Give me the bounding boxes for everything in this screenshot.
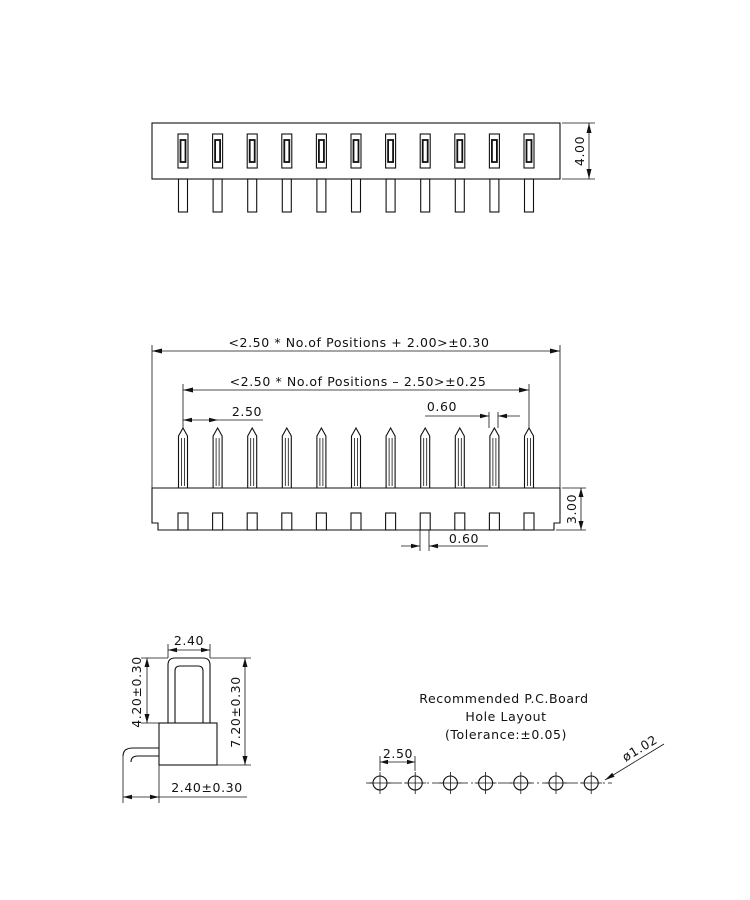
front-foot: [178, 513, 188, 530]
pcb-pitch-dimension: [380, 746, 415, 771]
top-view-pins: [179, 179, 534, 212]
top-pin: [213, 179, 222, 212]
pcb-hole-diameter-label: ø1.02: [619, 731, 661, 765]
top-view-cavities: [178, 134, 534, 168]
top-cavity-contact: [423, 140, 428, 162]
front-view-body: [152, 488, 560, 530]
top-cavity-contact: [250, 140, 255, 162]
front-foot: [282, 513, 292, 530]
pin-width-label: 0.60: [426, 399, 458, 414]
side-total-height-label: 7.20±0.30: [228, 676, 243, 748]
front-foot: [213, 513, 223, 530]
top-pin: [386, 179, 395, 212]
top-cavity-contact: [319, 140, 324, 162]
side-pin-height-label: 4.20±0.30: [129, 656, 144, 728]
side-view-pin-inner: [175, 666, 203, 723]
top-cavity-contact: [284, 140, 289, 162]
top-view: [152, 123, 595, 212]
top-cavity-contact: [388, 140, 393, 162]
top-cavity-contact: [354, 140, 359, 162]
front-pitch-label: 2.50: [231, 404, 263, 419]
top-pin: [282, 179, 291, 212]
front-pin: [352, 428, 361, 488]
front-foot: [386, 513, 396, 530]
top-view-height-label: 4.00: [572, 135, 587, 167]
top-view-height-dimension: [562, 123, 595, 179]
front-foot: [351, 513, 361, 530]
front-view-feet: [178, 513, 534, 530]
top-pin: [352, 179, 361, 212]
top-pin: [525, 179, 534, 212]
pcb-title-line3: (Tolerance:±0.05): [444, 727, 568, 742]
front-pin: [490, 428, 499, 488]
overall-length-label: <2.50 * No.of Positions + 2.00>±0.30: [228, 335, 490, 350]
side-view-body: [159, 723, 217, 765]
top-cavity-contact: [527, 140, 532, 162]
front-pin: [179, 428, 188, 488]
foot-width-dimension: [401, 530, 488, 551]
pitch-span-label: <2.50 * No.of Positions – 2.50>±0.25: [229, 374, 487, 389]
front-pin: [386, 428, 395, 488]
pin-width-dimension: [425, 399, 520, 428]
top-pin: [490, 179, 499, 212]
side-view-pin-outer: [168, 658, 210, 723]
side-total-height-dimension: [210, 658, 251, 765]
front-pin: [282, 428, 291, 488]
top-view-body: [152, 123, 560, 179]
top-pin: [248, 179, 257, 212]
front-foot: [524, 513, 534, 530]
front-pin: [248, 428, 257, 488]
front-pin: [525, 428, 534, 488]
front-pin: [455, 428, 464, 488]
top-cavity-contact: [181, 140, 186, 162]
front-view-pins: [179, 428, 534, 488]
front-pin: [421, 428, 430, 488]
front-pin: [317, 428, 326, 488]
foot-width-label: 0.60: [448, 531, 480, 546]
top-pin: [317, 179, 326, 212]
pcb-title-line2: Hole Layout: [465, 709, 547, 724]
front-foot: [489, 513, 499, 530]
front-foot: [455, 513, 465, 530]
front-pitch-dimension: [183, 404, 263, 422]
pcb-pitch-label: 2.50: [382, 746, 414, 761]
side-pin-width-dimension: [168, 633, 210, 658]
side-view-tail: [123, 748, 159, 756]
body-height-label: 3.00: [564, 493, 579, 525]
top-pin: [179, 179, 188, 212]
side-pin-height-dimension: [129, 656, 168, 728]
front-pin: [213, 428, 222, 488]
side-pin-width-label: 2.40: [173, 633, 205, 648]
side-view: [123, 633, 251, 803]
top-cavity-contact: [215, 140, 220, 162]
front-foot: [247, 513, 257, 530]
side-base-width-dimension: [123, 756, 247, 803]
pcb-hole-layout: [366, 691, 664, 794]
top-pin: [455, 179, 464, 212]
front-foot: [316, 513, 326, 530]
pcb-hole-diameter-callout: [605, 732, 664, 780]
top-cavity-contact: [457, 140, 462, 162]
front-view: [152, 335, 586, 551]
pcb-title-line1: Recommended P.C.Board: [419, 691, 589, 706]
top-pin: [421, 179, 430, 212]
front-foot: [420, 513, 430, 530]
top-cavity-contact: [492, 140, 497, 162]
side-base-width-label: 2.40±0.30: [171, 780, 243, 795]
